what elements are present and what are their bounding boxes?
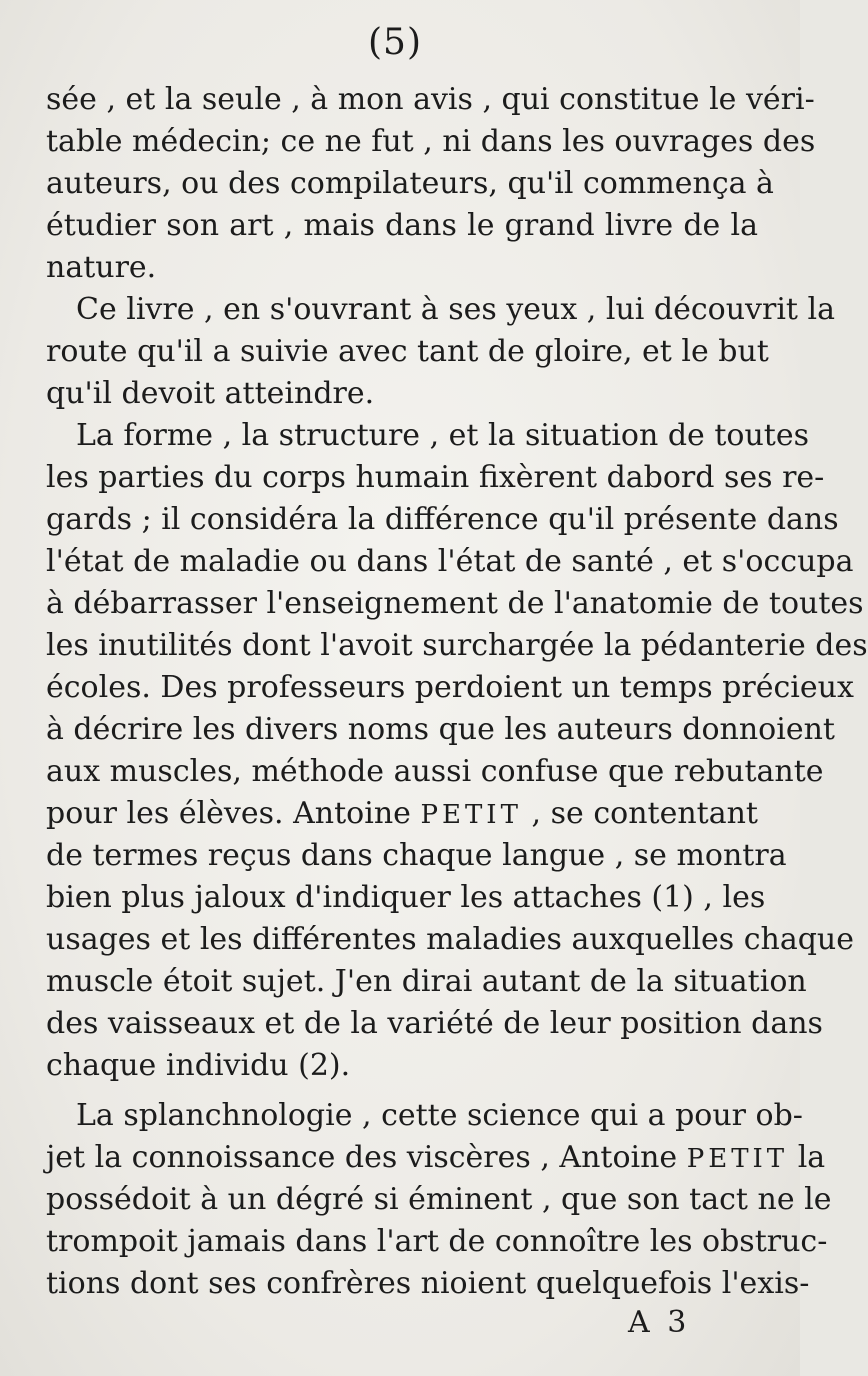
text-line: usages et les différentes maladies auxquelles chaque (46, 922, 855, 957)
text-line: étudier son art , mais dans le grand livre de la (46, 208, 758, 243)
text-segment: pour les élèves. Antoine (46, 796, 411, 831)
text-line: des vaisseaux et de la variété de leur position dans (46, 1006, 823, 1041)
text-line: possédoit à un dégré si éminent , que son tact ne le (46, 1182, 832, 1217)
text-line: de termes reçus dans chaque langue , se montra (46, 838, 787, 873)
text-line: chaque individu (2). (46, 1048, 351, 1083)
text-line (46, 794, 758, 835)
text-line: La forme , la structure , et la situation de toutes (76, 418, 809, 453)
text-line: bien plus jaloux d'indiquer les attaches (1) , les (46, 880, 766, 915)
text-line: l'état de maladie ou dans l'état de santé , et s'occupa (46, 544, 854, 579)
text-line: les inutilités dont l'avoit surchargée la pédanterie des (46, 628, 868, 663)
text-line: à débarrasser l'enseignement de l'anatomie de toutes (46, 586, 864, 621)
text-line: aux muscles, méthode aussi confuse que rebutante (46, 754, 824, 789)
text-line: sée , et la seule , à mon avis , qui constitue le véri- (46, 82, 815, 117)
small-caps-name: PETIT (420, 800, 522, 830)
text-line: auteurs, ou des compilateurs, qu'il commença à (46, 166, 774, 201)
text-line: Ce livre , en s'ouvrant à ses yeux , lui découvrit la (76, 292, 836, 327)
text-segment: la (797, 1140, 826, 1175)
page-number: (5) (368, 22, 422, 63)
text-line: muscle étoit sujet. J'en dirai autant de la situation (46, 964, 807, 999)
text-line: gards ; il considéra la différence qu'il présente dans (46, 502, 839, 537)
text-line: La splanchnologie , cette science qui a pour ob- (76, 1098, 803, 1133)
text-line: écoles. Des professeurs perdoient un temps précieux (46, 670, 854, 705)
text-line: nature. (46, 250, 157, 285)
text-line: table médecin; ce ne fut , ni dans les ouvrages des (46, 124, 816, 159)
text-segment: jet la connoissance des viscères , Antoine (46, 1140, 678, 1175)
small-caps-name: PETIT (686, 1144, 789, 1174)
text-line: les parties du corps humain fixèrent dabord ses re- (46, 460, 825, 495)
text-line (46, 1138, 826, 1179)
text-line: qu'il devoit atteindre. (46, 376, 375, 411)
text-segment: , se contentant (531, 796, 758, 831)
text-line: route qu'il a suivie avec tant de gloire, et le but (46, 334, 769, 369)
text-line: à décrire les divers noms que les auteurs donnoient (46, 712, 835, 747)
text-line: tions dont ses confrères nioient quelquefois l'exis- (46, 1266, 810, 1301)
text-line: trompoit jamais dans l'art de connoître les obstruc- (46, 1224, 828, 1259)
signature-mark: A 3 (628, 1305, 691, 1340)
